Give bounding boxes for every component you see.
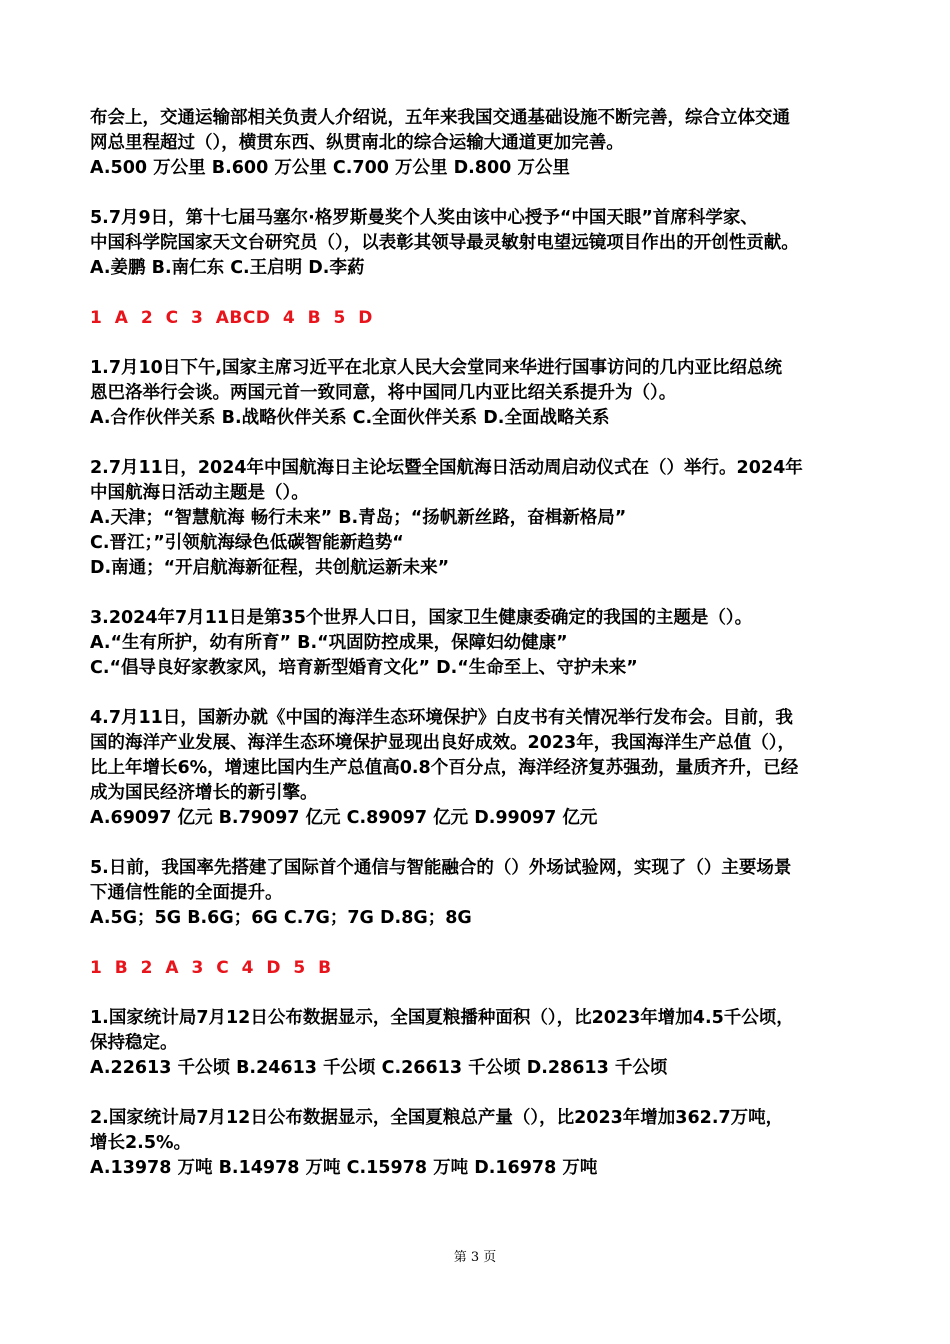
question-options: C.“倡导良好家教家风，培育新型婚育文化” D.“生命至上、守护未来” [90, 658, 638, 678]
question-text: 中国航海日活动主题是（）。 [90, 483, 309, 503]
page-number: 第 3 页 [453, 1250, 497, 1265]
question-block [90, 356, 870, 431]
question-options: A.姜鹏 B.南仁东 C.王启明 D.李葯 [90, 258, 365, 278]
question-options: A.5G；5G B.6G；6G C.7G；7G D.8G；8G [90, 908, 472, 928]
question-options: A.69097 亿元 B.79097 亿元 C.89097 亿元 D.99097 亿元 [90, 808, 598, 828]
question-options: A.“生有所护，幼有所育” B.“巩固防控成果，保障妇幼健康” [90, 633, 568, 653]
question-text: 网总里程超过（），横贯东西、纵贯南北的综合运输大通道更加完善。 [90, 133, 624, 153]
question-options: A.13978 万吨 B.14978 万吨 C.15978 万吨 D.16978 万吨 [90, 1158, 598, 1178]
question-block [90, 206, 870, 281]
question-text: 成为国民经济增长的新引擎。 [90, 783, 318, 803]
question-block [90, 1006, 870, 1081]
question-text: 1.国家统计局7月12日公布数据显示，全国夏粮播种面积（），比2023年增加4.5千公顷， [90, 1008, 794, 1028]
question-text: 增长2.5%。 [90, 1133, 192, 1153]
question-text: 恩巴洛举行会谈。两国元首一致同意，将中国同几内亚比绍关系提升为（）。 [90, 383, 677, 403]
question-text: 4.7月11日，国新办就《中国的海洋生态环境保护》白皮书有关情况举行发布会。目前，我 [90, 708, 793, 728]
question-block [90, 606, 870, 681]
answer-key: 1 A 2 C 3 ABCD 4 B 5 D [90, 308, 373, 328]
question-options: A.合作伙伴关系 B.战略伙伴关系 C.全面伙伴关系 D.全面战略关系 [90, 408, 610, 428]
question-text: 中国科学院国家天文台研究员（），以表彰其领导最灵敏射电望远镜项目作出的开创性贡献。 [90, 233, 799, 253]
question-block [90, 1106, 870, 1181]
question-options: C.晋江；”引领航海绿色低碳智能新趋势“ [90, 533, 404, 553]
question-text: 比上年增长6%，增速比国内生产总值高0.8个百分点，海洋经济复苏强劲，量质齐升，已经 [90, 758, 799, 778]
question-text: 2.国家统计局7月12日公布数据显示，全国夏粮总产量（），比2023年增加362.7万吨， [90, 1108, 784, 1128]
question-block [90, 856, 870, 931]
question-text: 5.日前，我国率先搭建了国际首个通信与智能融合的（）外场试验网，实现了（）主要场景 [90, 858, 792, 878]
answer-key: 1 B 2 A 3 C 4 D 5 B [90, 958, 332, 978]
question-text: 下通信性能的全面提升。 [90, 883, 283, 903]
question-options: A.500 万公里 B.600 万公里 C.700 万公里 D.800 万公里 [90, 158, 570, 178]
question-block [90, 456, 870, 581]
question-text: 布会上，交通运输部相关负责人介绍说，五年来我国交通基础设施不断完善，综合立体交通 [90, 108, 790, 128]
question-text: 保持稳定。 [90, 1033, 178, 1053]
question-text: 2.7月11日，2024年中国航海日主论坛暨全国航海日活动周启动仪式在（）举行。2024年 [90, 458, 803, 478]
question-block [90, 706, 870, 831]
question-options: D.南通；“开启航海新征程，共创航运新未来” [90, 558, 450, 578]
question-options: A.22613 千公顷 B.24613 千公顷 C.26613 千公顷 D.28613 千公顷 [90, 1058, 668, 1078]
question-text: 1.7月10日下午,国家主席习近平在北京人民大会堂同来华进行国事访问的几内亚比绍总统 [90, 358, 782, 378]
question-options: A.天津；“智慧航海 畅行未来” B.青岛；“扬帆新丝路，奋楫新格局” [90, 508, 627, 528]
question-block [90, 106, 870, 181]
question-text: 5.7月9日，第十七届马塞尔·格罗斯曼奖个人奖由该中心授予“中国天眼”首席科学家、 [90, 208, 758, 228]
question-text: 3.2024年7月11日是第35个世界人口日，国家卫生健康委确定的我国的主题是（）。 [90, 608, 753, 628]
page-content [90, 106, 870, 1181]
question-text: 国的海洋产业发展、海洋生态环境保护显现出良好成效。2023年，我国海洋生产总值（）， [90, 733, 795, 753]
